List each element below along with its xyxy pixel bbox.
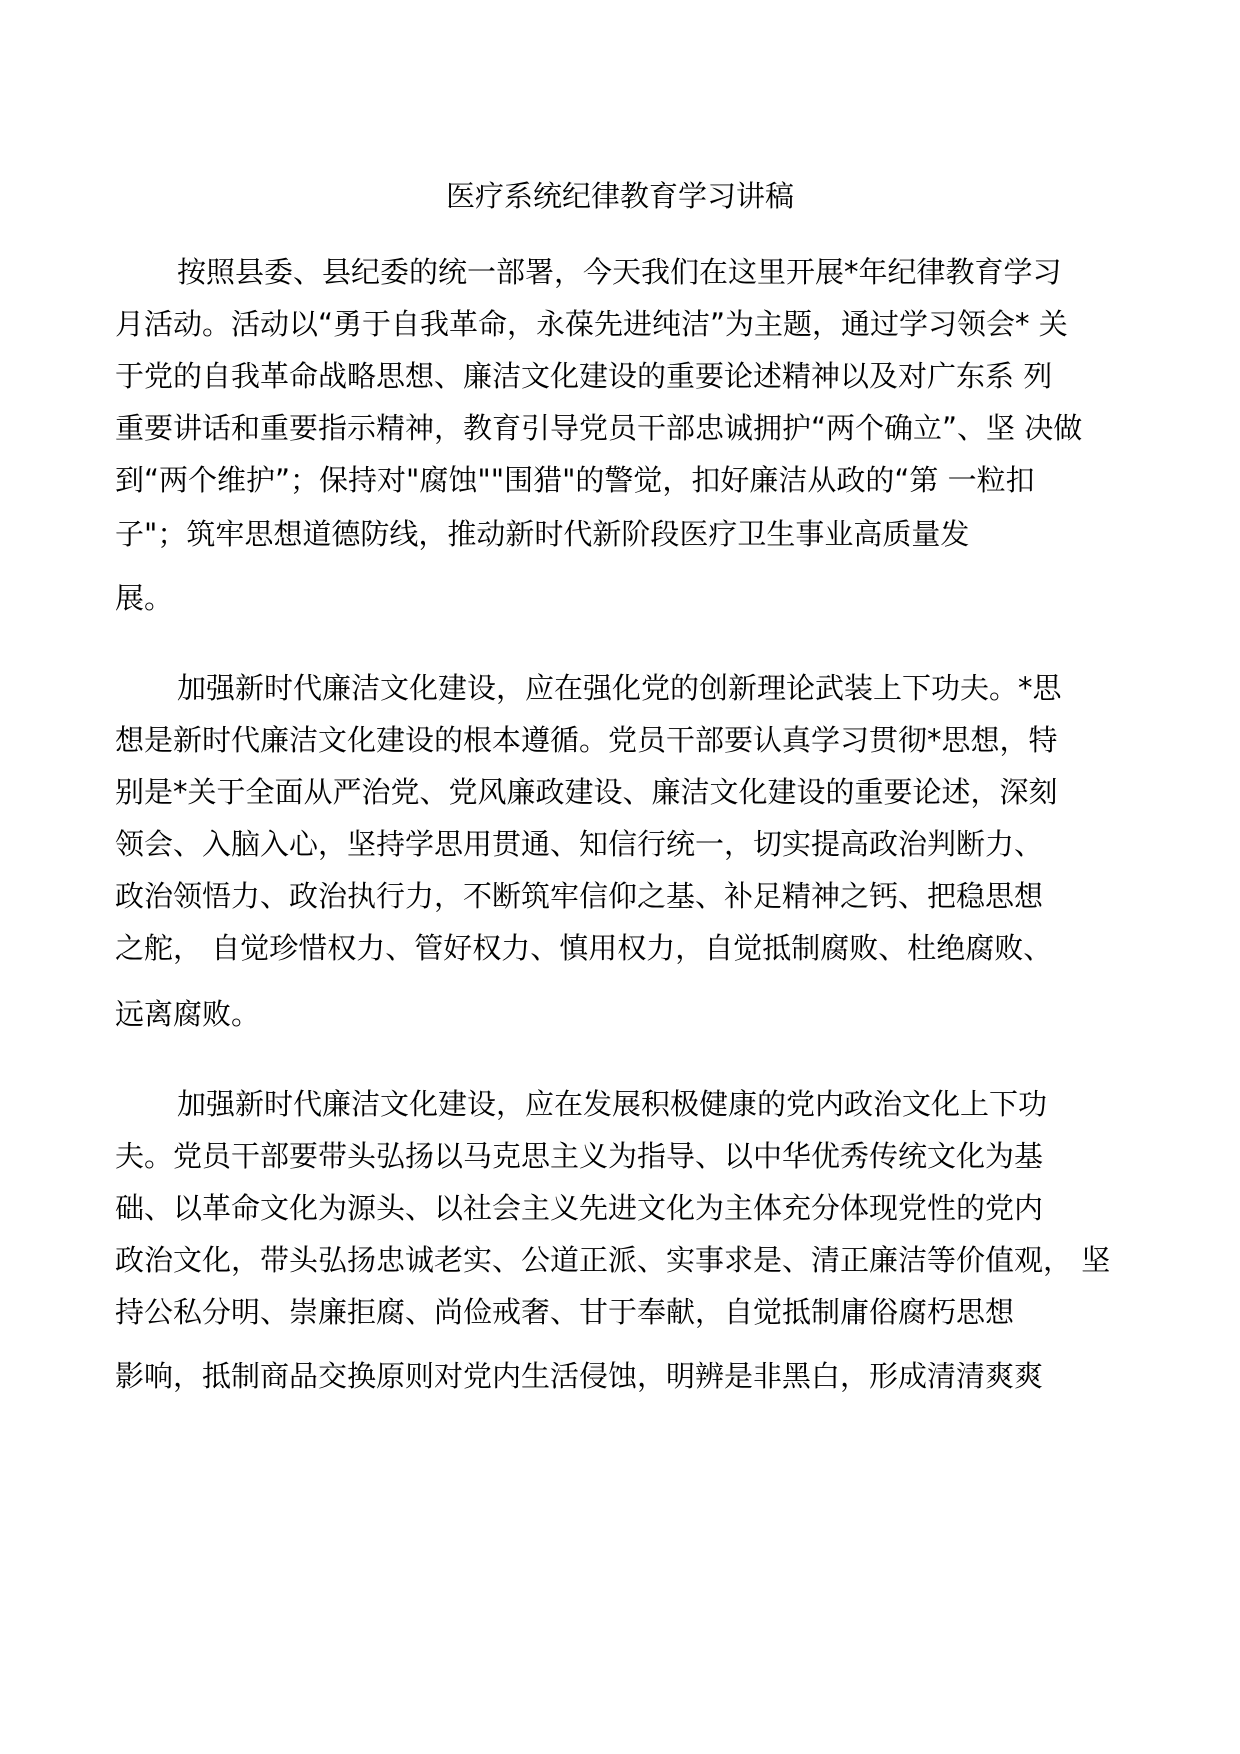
paragraph-2-line-7: 远离腐败。 (115, 997, 261, 1031)
paragraph-3-line-4: 政治文化，带头弘扬忠诚老实、公道正派、实事求是、清正廉洁等价值观， 坚 (115, 1243, 1111, 1277)
paragraph-1-line-3: 于党的自我革命战略思想、廉洁文化建设的重要论述精神以及对广东系 列 (115, 359, 1053, 393)
paragraph-2-line-2: 想是新时代廉洁文化建设的根本遵循。党员干部要认真学习贯彻*思想，特 (115, 723, 1058, 757)
paragraph-2-line-5: 政治领悟力、政治执行力，不断筑牢信仰之基、补足精神之钙、把稳思想 (115, 879, 1044, 913)
paragraph-3-line-6: 影响，抵制商品交换原则对党内生活侵蚀，明辨是非黑白，形成清清爽爽 (115, 1359, 1044, 1393)
paragraph-3-line-1: 加强新时代廉洁文化建设，应在发展积极健康的党内政治文化上下功 (177, 1087, 1048, 1121)
paragraph-1-line-2: 月活动。活动以“勇于自我革命，永葆先进纯洁”为主题，通过学习领会* 关 (115, 307, 1068, 341)
paragraph-1-line-4: 重要讲话和重要指示精神，教育引导党员干部忠诚拥护“两个确立”、坚 决做 (115, 411, 1083, 445)
paragraph-2-line-4: 领会、入脑入心，坚持学思用贯通、知信行统一，切实提高政治判断力、 (115, 827, 1044, 861)
paragraph-1-line-5: 到“两个维护”；保持对"腐蚀""围猎"的警觉，扣好廉洁从政的“第 一粒扣 (115, 463, 1035, 497)
paragraph-1-line-6: 子"；筑牢思想道德防线，推动新时代新阶段医疗卫生事业高质量发 (115, 517, 970, 551)
paragraph-3-line-3: 础、以革命文化为源头、以社会主义先进文化为主体充分体现党性的党内 (115, 1191, 1044, 1225)
paragraph-2-line-6: 之舵， 自觉珍惜权力、管好权力、慎用权力，自觉抵制腐败、杜绝腐败、 (115, 931, 1053, 965)
paragraph-1-line-1: 按照县委、县纪委的统一部署，今天我们在这里开展*年纪律教育学习 (177, 255, 1062, 289)
paragraph-1-line-7: 展。 (115, 581, 174, 615)
paragraph-3-line-2: 夫。党员干部要带头弘扬以马克思主义为指导、以中华优秀传统文化为基 (115, 1139, 1044, 1173)
paragraph-2-line-1: 加强新时代廉洁文化建设，应在强化党的创新理论武装上下功夫。*思 (177, 671, 1062, 705)
paragraph-2-line-3: 别是*关于全面从严治党、党风廉政建设、廉洁文化建设的重要论述，深刻 (115, 775, 1058, 809)
document-title: 医疗系统纪律教育学习讲稿 (445, 179, 794, 213)
paragraph-3-line-5: 持公私分明、崇廉拒腐、尚俭戒奢、甘于奉献，自觉抵制庸俗腐朽思想 (115, 1295, 1015, 1329)
